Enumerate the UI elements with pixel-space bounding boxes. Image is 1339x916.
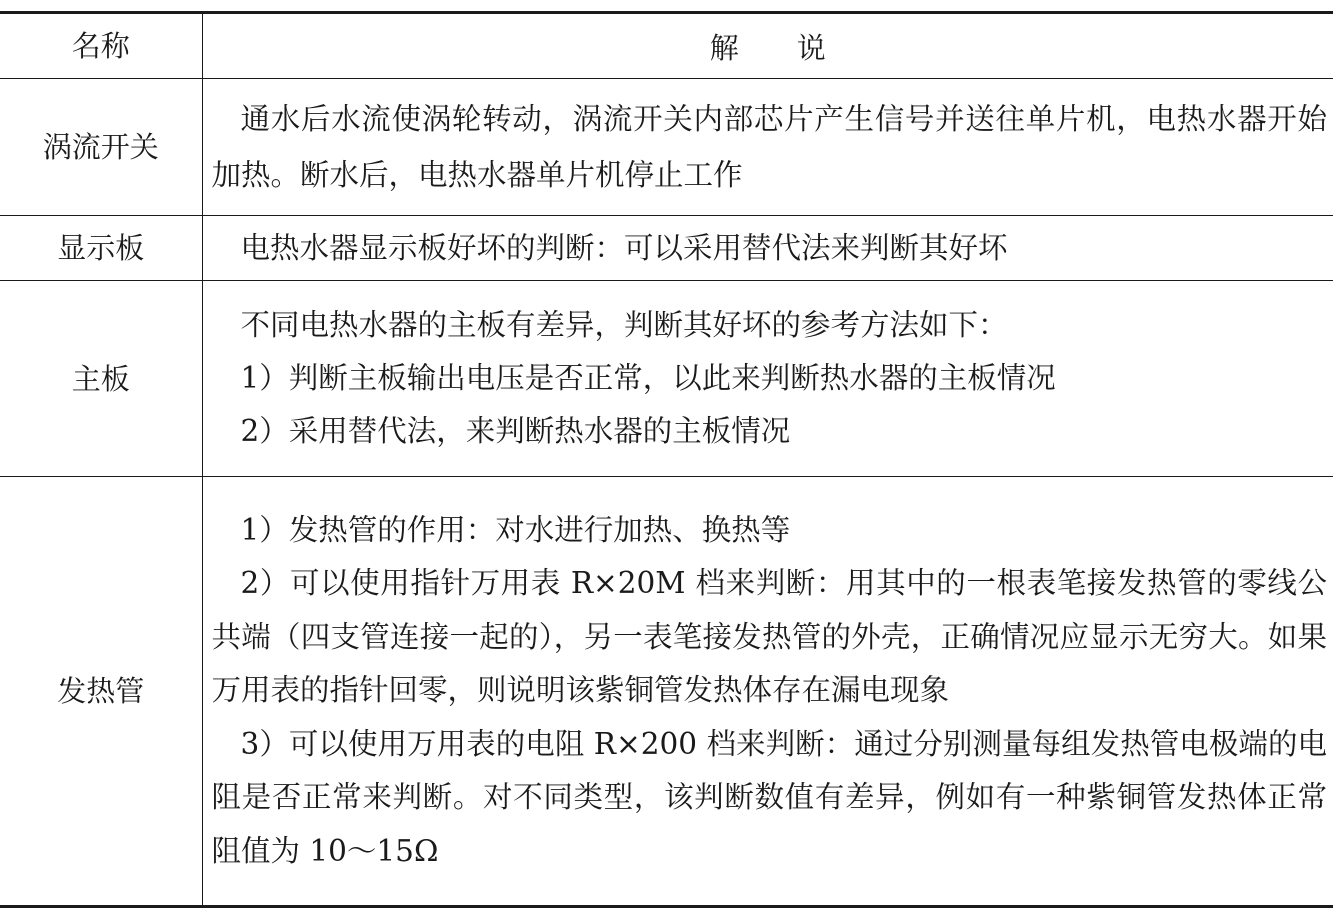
table-header-row [0,13,1333,79]
paragraph: 2）采用替代法，来判断热水器的主板情况 [240,414,791,448]
row-desc-main-board [202,281,1333,477]
row-name-vortex-switch: 涡流开关 [0,79,202,216]
paragraph: 3）可以使用万用表的电阻 R×200 档来判断：通过分别测量每组发热管电极端的电阻是否正常来判断。对不同类型，该判断数值有差异，例如有一种紫铜管发热体正常阻值为 10～15Ω [211,726,1327,868]
row-desc-vortex-switch [202,79,1333,216]
component-explanation-table [0,11,1333,908]
table-row [0,477,1333,907]
header-explanation [202,13,1333,79]
paragraph: 电热水器显示板好坏的判断：可以采用替代法来判断其好坏 [240,231,1008,265]
paragraph: 2）可以使用指针万用表 R×20M 档来判断：用其中的一根表笔接发热管的零线公共端（四支管连接一起的），另一表笔接发热管的外壳，正确情况应显示无穷大。如果万用表的指针回零，则说明该紫铜管发热体存在漏电现象 [211,566,1327,708]
table-row [0,281,1333,477]
table-row [0,79,1333,216]
header-explanation-part1: 解 [709,30,739,65]
table-row [0,216,1333,281]
row-desc-heating-tube [202,477,1333,907]
paragraph: 1）发热管的作用：对水进行加热、换热等 [240,512,791,547]
row-name-heating-tube: 发热管 [0,477,202,907]
row-name-display-board: 显示板 [0,216,202,281]
paragraph: 不同电热水器的主板有差异，判断其好坏的参考方法如下： [240,308,1008,342]
header-name: 名称 [0,13,202,79]
row-desc-display-board [202,216,1333,281]
header-explanation-part2: 说 [796,30,826,65]
row-name-main-board: 主板 [0,281,202,477]
paragraph: 通水后水流使涡轮转动，涡流开关内部芯片产生信号并送往单片机，电热水器开始加热。断水后，电热水器单片机停止工作 [211,102,1327,192]
paragraph: 1）判断主板输出电压是否正常，以此来判断热水器的主板情况 [240,361,1056,395]
